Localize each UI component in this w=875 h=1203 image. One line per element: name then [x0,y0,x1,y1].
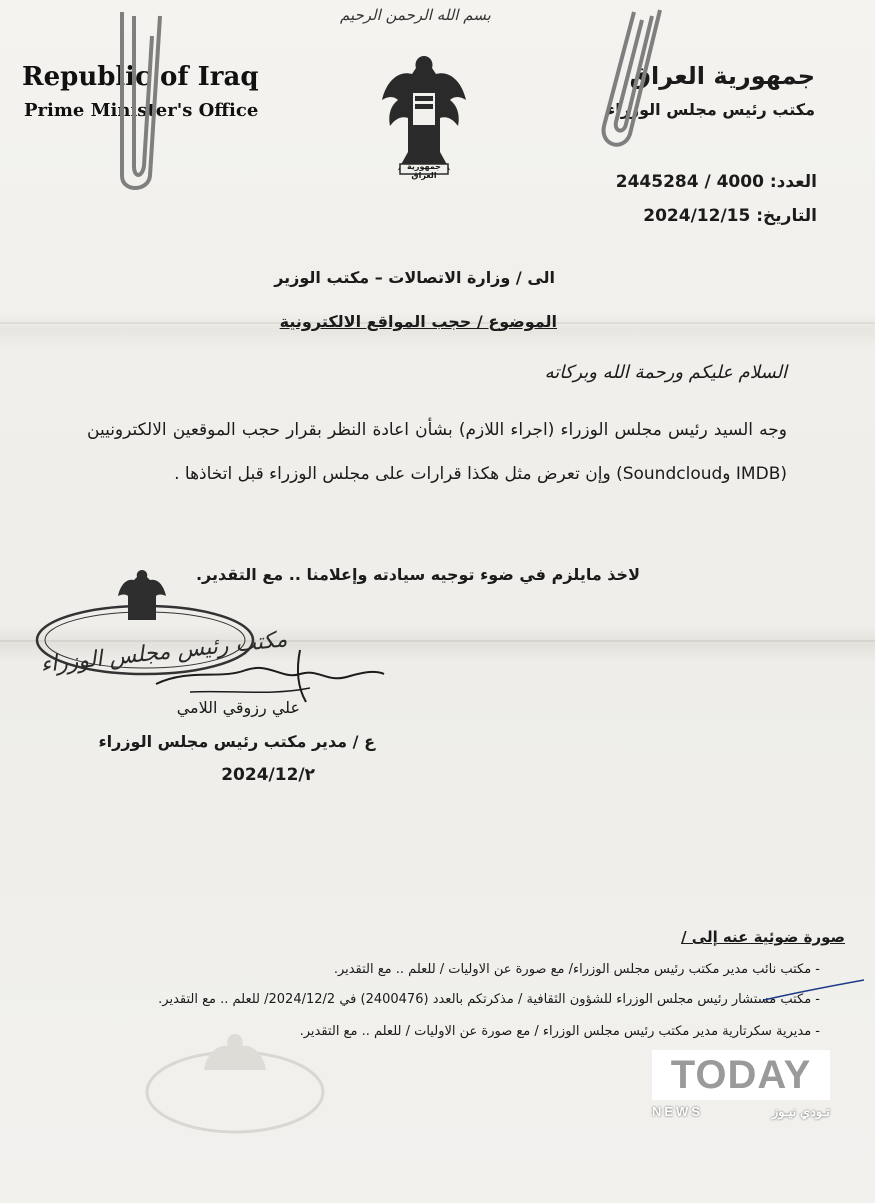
watermark-news-ar: تـودي نيـوز [771,1104,830,1119]
header-en-subtitle: Prime Minister's Office [24,100,259,121]
copy-item: - مكتب مستشار رئيس مجلس الوزراء للشؤون الثقافية / مذكرتكم بالعدد (2400476) في 2024/12/2/ للعلم .. مع التقدير. [158,992,820,1007]
signer-name: علي رزوقي اللامي [176,698,300,717]
subject-line: الموضوع / حجب المواقع الالكترونية [279,312,557,331]
watermark-logo: TODAY [652,1050,830,1100]
embossed-seal-icon [140,1030,330,1140]
closing-line: لاخذ مايلزم في ضوء توجيه سيادته وإعلامنا .. مع التقدير. [195,565,640,584]
signer-title: ع / مدير مكتب رئيس مجلس الوزراء [98,732,375,751]
signature-date: 2024/12/٢ [221,765,315,785]
greeting: السلام عليكم ورحمة الله وبركاته [544,362,787,383]
watermark-news-en: NEWS [652,1104,703,1119]
reference-date-label: التاريخ: [756,206,817,226]
handwritten-mark [760,976,870,1006]
addressee: الى / وزارة الاتصالات – مكتب الوزير [274,268,555,287]
reference-number-value: 2445284 / 4000 [615,172,764,192]
header-en-title: Republic of Iraq [22,62,259,92]
emblem-caption: جمهورية العراق [407,162,441,180]
basmala: بسم الله الرحمن الرحيم [340,6,491,24]
paper-clip-icon [598,6,668,156]
reference-number-label: العدد: [769,172,817,192]
watermark-news [652,1104,830,1120]
header-ar-title: جمهورية العراق [629,62,815,90]
paper-clip-icon [112,6,172,196]
header-ar-subtitle: مكتب رئيس مجلس الوزراء [607,100,815,119]
reference-number [616,172,817,192]
copy-item: - مكتب نائب مدير مكتب رئيس مجلس الوزراء/ مع صورة عن الاوليات / للعلم .. مع التقدير. [333,962,820,977]
stamp-text: مكتب رئيس مجلس الوزراء [39,627,289,678]
reference-date-value: 2024/12/15 [643,206,751,226]
letter-body: وجه السيد رئيس مجلس الوزراء (اجراء اللازم) بشأن اعادة النظر بقرار حجب الموقعين الالكترونيين (IMDB وSoundcloud) وإن تعرض مثل هكذا قرارات على مجلس الوزراء قبل اتخاذها . [87,420,787,484]
copies-heading: صورة ضوئية عنه إلى / [681,928,845,946]
reference-date [643,206,817,226]
copy-item: - مديرية سكرتارية مدير مكتب رئيس مجلس الوزراء / مع صورة عن الاوليات / للعلم .. مع التقدير. [299,1024,820,1039]
